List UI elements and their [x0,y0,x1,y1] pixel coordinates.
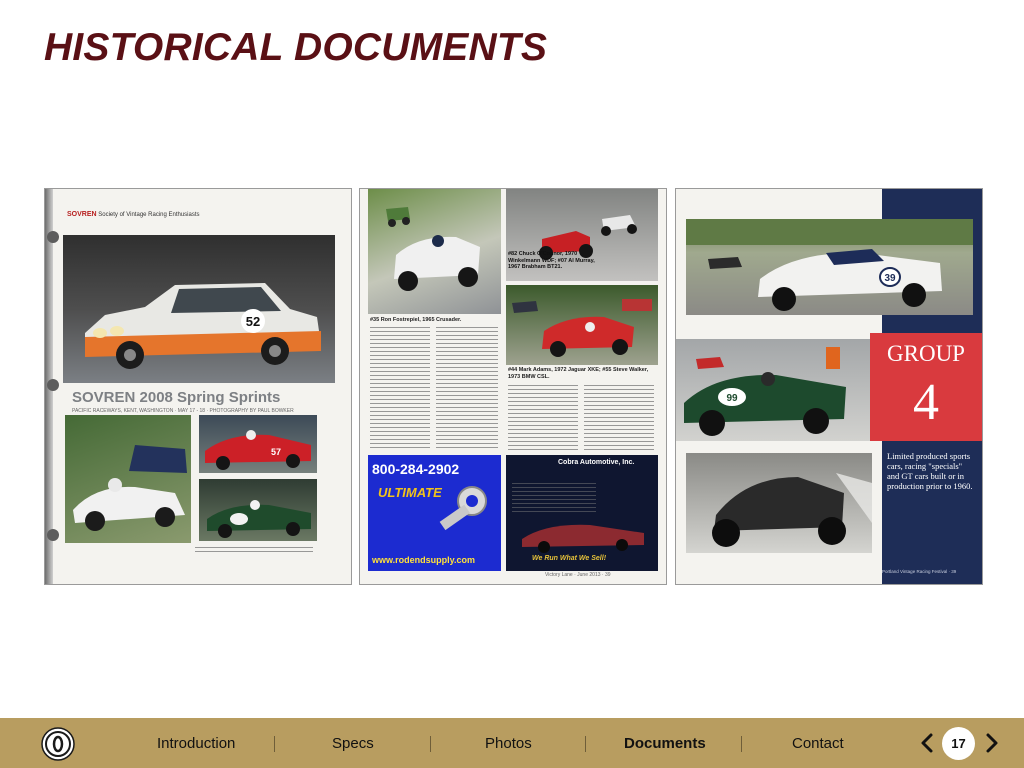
ad-phone: 800-284-2902 [372,461,460,477]
nav-specs[interactable]: Specs [332,735,374,752]
photo-caption: #82 Chuck O'Connor, 1970 Winkelmann WDF; #07 Al Murray, 1967 Brabham BT21. [508,251,595,271]
magazine-org: SOVREN [67,211,97,218]
group-number: 4 [913,374,939,431]
nav-contact[interactable]: Contact [792,735,844,752]
ad-company-name: Cobra Automotive, Inc. [558,459,635,466]
document-scan-group4[interactable] [675,188,983,585]
nav-separator [741,736,742,752]
binder-ring [47,379,59,391]
race-photo-jaguar [506,285,658,365]
nav-photos[interactable]: Photos [485,735,532,752]
cobra-automotive-ad [506,455,658,571]
race-photo-green-car [199,479,317,541]
cobra-car-illustration [516,513,650,553]
magazine-header [67,211,200,218]
group-label-box [870,333,982,441]
results-list-text [436,327,498,449]
rod-end-supply-ad [368,455,501,571]
page-number-badge: 17 [942,727,975,760]
group-description: Limited produced sports cars, racing "specials" and GT cars built or in production prior to 1960. [887,451,973,492]
bottom-nav-bar [0,718,1024,768]
race-photo-vintage-special [686,453,872,553]
hero-photo [63,235,335,383]
photo-caption: #44 Mark Adams, 1972 Jaguar XKE; #55 Steve Walker, 1973 BMW CSL. [508,367,649,380]
page-footer: Portland Vintage Racing Festival · 39 [882,569,957,574]
rod-end-icon [434,483,494,543]
car-number-label: 39 [884,273,896,284]
binder-ring [47,231,59,243]
magazine-org-sub: Society of Vintage Racing Enthusiasts [98,212,200,218]
car-number-label: 99 [726,393,738,404]
car-number-label: 52 [245,314,261,329]
binder-ring [47,529,59,541]
ad-tagline: We Run What We Sell! [532,555,607,562]
race-photo-white-car [65,415,191,543]
results-list-text [370,327,430,449]
nav-separator [274,736,275,752]
chevron-right-icon[interactable] [983,732,1001,754]
document-scan-sovren[interactable] [44,188,352,585]
nav-separator [585,736,586,752]
nav-documents[interactable]: Documents [624,735,706,752]
results-list-text [584,385,654,451]
group-label: GROUP [887,341,965,366]
results-list-text [508,385,578,451]
club-logo-icon[interactable] [41,727,75,761]
race-photo-car-39 [686,219,973,315]
magazine-credit: PACIFIC RACEWAYS, KENT, WASHINGTON · MAY 17 - 18 · PHOTOGRAPHY BY PAUL BOWKER [72,408,294,414]
ad-product-name: ULTIMATE [378,485,442,500]
nav-introduction[interactable]: Introduction [157,735,236,752]
photo-caption: #35 Ron Fostrepiel, 1965 Crusader. [370,317,462,323]
document-scan-results[interactable] [359,188,667,585]
page-footer: Victory Lane · June 2013 · 39 [545,572,611,578]
orange-sedan-illustration [75,275,325,371]
ad-copy-text [512,483,596,513]
race-photo-car-99 [676,339,870,441]
magazine-headline: SOVREN 2008 Spring Sprints [72,389,281,406]
chevron-left-icon[interactable] [918,732,936,754]
caption-text-block [195,547,313,555]
car-number-label: 57 [271,447,282,457]
page-title: HISTORICAL DOCUMENTS [44,26,548,69]
ad-url: www.rodendsupply.com [372,555,476,565]
nav-separator [430,736,431,752]
race-photo-red-car [199,415,317,473]
race-photo-crusader [368,189,501,314]
